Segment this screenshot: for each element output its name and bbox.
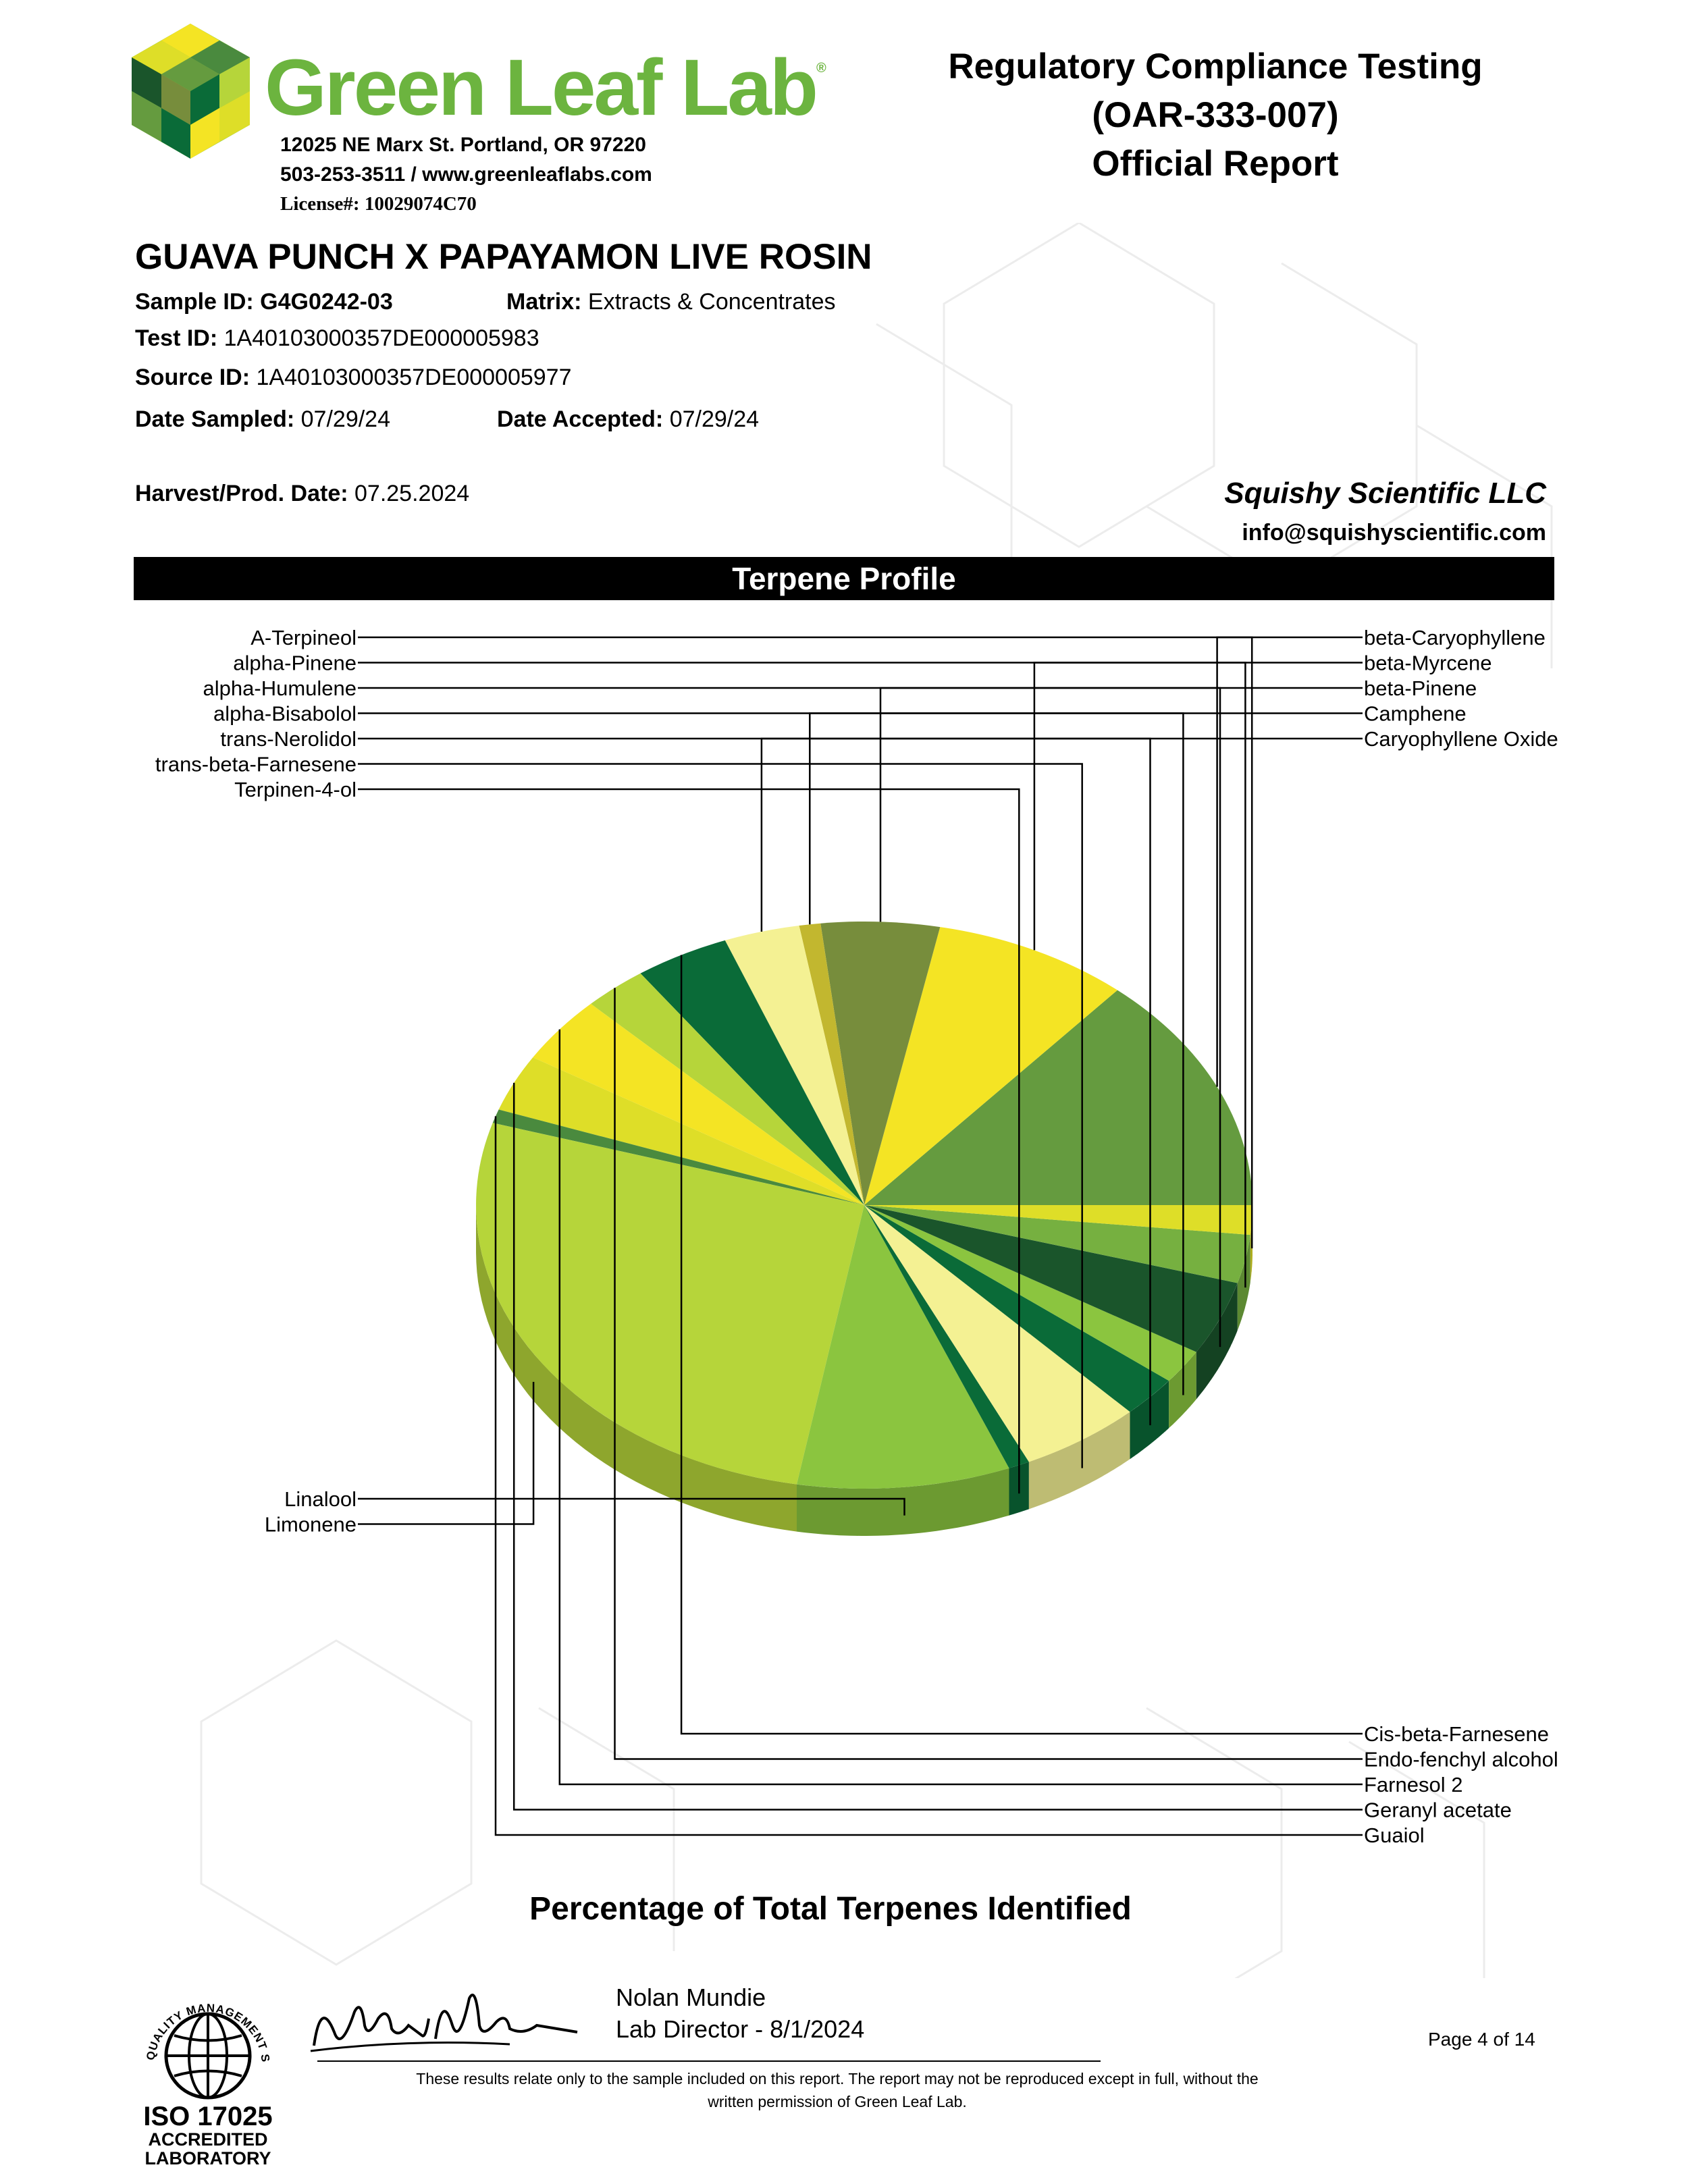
- legend-label-terpinen-4-ol: Terpinen-4-ol: [234, 778, 357, 801]
- disclaimer-line1: These results relate only to the sample included on this report. The report may not be reproduced except in full, without the: [416, 2070, 1259, 2087]
- leader-line-beta-myrcene: [1034, 663, 1363, 951]
- director-signature: [307, 1971, 591, 2059]
- iso-line3: LABORATORY: [144, 2148, 271, 2168]
- matrix-field: Matrix: Extracts & Concentrates: [506, 289, 836, 315]
- client-name: Squishy Scientific LLC: [1224, 477, 1546, 510]
- lab-name: Green Leaf Lab®: [265, 43, 824, 132]
- test-id-field: Test ID: 1A40103000357DE000005983: [135, 325, 539, 351]
- disclaimer: [358, 2067, 1317, 2113]
- lab-license: License#: 10029074C70: [280, 193, 477, 215]
- chart-caption: Percentage of Total Terpenes Identified: [529, 1891, 1132, 1927]
- legend-label-caryophyllene-oxide: Caryophyllene Oxide: [1364, 727, 1558, 751]
- legend-label-trans-nerolidol: trans-Nerolidol: [220, 727, 357, 751]
- iso-line1: ISO 17025: [143, 2102, 273, 2131]
- report-title-line3: Official Report: [1092, 144, 1339, 184]
- legend-label-trans-beta-farnesene: trans-beta-Farnesene: [155, 752, 357, 776]
- iso-badge: [134, 1981, 282, 2168]
- harvest-date-field: Harvest/Prod. Date: 07.25.2024: [135, 481, 470, 506]
- director-title: Lab Director - 8/1/2024: [616, 2015, 865, 2043]
- legend-label-beta-pinene: beta-Pinene: [1364, 676, 1477, 700]
- legend-label-limonene: Limonene: [264, 1512, 357, 1537]
- leader-line-caryophyllene-oxide: [762, 739, 1363, 932]
- leader-line-camphene: [810, 714, 1363, 925]
- sample-id-field: Sample ID: G4G0242-03: [135, 289, 393, 315]
- section-title-bar: Terpene Profile: [134, 557, 1554, 600]
- legend-label-camphene: Camphene: [1364, 701, 1467, 726]
- signature-line: [317, 2060, 1101, 2062]
- legend-label-beta-myrcene: beta-Myrcene: [1364, 651, 1492, 675]
- legend-label-linalool: Linalool: [284, 1487, 357, 1511]
- leader-line-beta-pinene: [880, 688, 1363, 922]
- client-email: info@squishyscientific.com: [1242, 520, 1546, 545]
- report-title-line2: (OAR-333-007): [1092, 95, 1339, 135]
- legend-label-geranyl-acetate: Geranyl acetate: [1364, 1798, 1512, 1822]
- iso-line2: ACCREDITED: [148, 2129, 268, 2150]
- leader-line-beta-caryophyllene: [1217, 637, 1363, 1087]
- date-accepted-field: Date Accepted: 07/29/24: [497, 406, 760, 432]
- svg-text:QUALITY MANAGEMENT SYSTEM: [134, 1981, 272, 2063]
- director-name: Nolan Mundie: [616, 1983, 766, 2011]
- legend-label-farnesol-2: Farnesol 2: [1364, 1773, 1463, 1796]
- disclaimer-line2: written permission of Green Leaf Lab.: [708, 2093, 967, 2110]
- lab-address: 12025 NE Marx St. Portland, OR 97220: [280, 134, 646, 156]
- iso-ring-text: QUALITY MANAGEMENT S: [144, 2001, 272, 2064]
- legend-label-alpha-pinene: alpha-Pinene: [233, 651, 357, 675]
- page-number: Page 4 of 14: [1428, 2029, 1535, 2050]
- legend-label-guaiol: Guaiol: [1364, 1823, 1425, 1847]
- product-name: GUAVA PUNCH X PAPAYAMON LIVE ROSIN: [135, 237, 872, 277]
- date-sampled-field: Date Sampled: 07/29/24: [135, 406, 390, 432]
- report-title-line1: Regulatory Compliance Testing: [948, 47, 1483, 86]
- legend-label-alpha-bisabolol: alpha-Bisabolol: [213, 701, 357, 726]
- registered-mark: ®: [816, 61, 824, 76]
- source-id-field: Source ID: 1A40103000357DE000005977: [135, 365, 572, 390]
- legend-label-endo-fenchyl-alcohol: Endo-fenchyl alcohol: [1364, 1747, 1558, 1772]
- legend-label-cis-beta-farnesene: Cis-beta-Farnesene: [1364, 1722, 1549, 1746]
- legend-label-beta-caryophyllene: beta-Caryophyllene: [1364, 626, 1546, 649]
- globe-icon: [134, 1981, 282, 2100]
- leader-line-limonene: [358, 1382, 533, 1524]
- lab-contact: 503-253-3511 / www.greenleaflabs.com: [280, 163, 652, 186]
- legend-label-a-terpineol: A-Terpineol: [250, 626, 357, 649]
- legend-label-alpha-humulene: alpha-Humulene: [203, 676, 357, 700]
